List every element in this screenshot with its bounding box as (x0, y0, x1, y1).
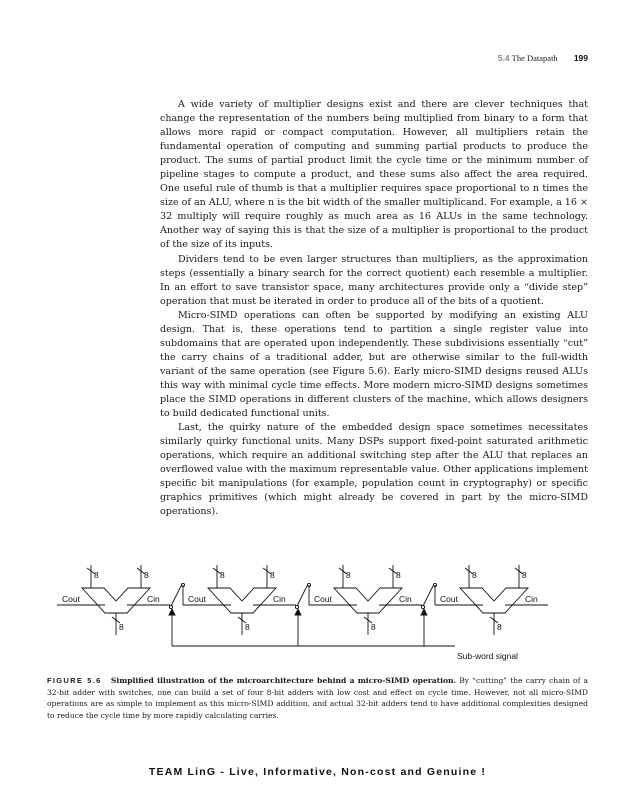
running-header (498, 53, 588, 63)
adder-1-body (82, 588, 150, 613)
adder-4-output-width: 8 (497, 622, 502, 632)
sub-word-signal-label: Sub-word signal (457, 651, 518, 661)
adder-4-input-b-width: 8 (522, 570, 527, 580)
section-title: The Datapath (511, 53, 558, 63)
paragraph-micro-simd: Micro-SIMD operations can often be supported by modifying an existing ALU design. That is, these operations tend to partition a single register value into subdomains that are operated upon independently. These subdivisions essentially “cut” the carry chains of a traditional adder, but are otherwise similar to the full-width variant of the same operation (see Figure 5.6). Early micro-SIMD designs reused ALUs this way with minimal cycle time effects. More modern micro-SIMD designs sometimes place the SIMD operations in different clusters of the machine, which allows designers to build dedicated functional units. (160, 309, 588, 420)
figure-micro-simd-adder (55, 555, 595, 667)
adder-4-cin-label: Cin (525, 594, 538, 604)
section-number: 5.4 (497, 53, 510, 63)
carry-switch-1-blade (171, 586, 181, 606)
carry-switch-3-blade (423, 586, 433, 606)
adder-2-body (208, 588, 276, 613)
adder-1-output-width: 8 (119, 622, 124, 632)
paragraph-multipliers: A wide variety of multiplier designs exist and there are clever techniques that change the representation of the numbers being multiplied from binary to a form that allows more rapid or compact computation. However, all multipliers retain the fundamental operation of computing and summing partial products to produce the product. The sums of partial product limit the cycle time or the minimum number of pipeline stages to compute a product, and these sums also affect the area required. One useful rule of thumb is that a multiplier requires space proportional to n times the size of an ALU, where n is the bit width of the smaller multiplicand. For example, a 16 × 32 multiply will require roughly as much area as 16 ALUs in the same technology. Another way of saying this is that the size of a multiplier is proportional to the product of the size of its inputs. (160, 99, 588, 251)
adder-4-input-a-width: 8 (472, 570, 477, 580)
adder-3-body (334, 588, 402, 613)
adder-2-input-a-width: 8 (220, 570, 225, 580)
adder-3-cin-label: Cin (399, 594, 412, 604)
adder-3-output-width: 8 (371, 622, 376, 632)
carry-switch-1-arrow (169, 609, 175, 615)
carry-switch-2-blade (297, 586, 307, 606)
adder-4-cout-label: Cout (440, 594, 458, 604)
paragraph-dividers: Dividers tend to be even larger structures than multipliers, as the approximation steps (essentially a binary search for the correct quotient) each resemble a multiplier. In an effort to save transistor space, many architectures provide only a “divide step” operation that must be iterated in order to produce all of the bits of a quotient. (160, 253, 588, 307)
adder-3-input-a-width: 8 (346, 570, 351, 580)
adder-1-input-b-width: 8 (144, 570, 149, 580)
adder-3-cout-label: Cout (314, 594, 332, 604)
figure-label: FIGURE 5.6 (47, 676, 102, 685)
paragraph-quirky-units: Last, the quirky nature of the embedded design space sometimes necessitates similarly quirky functional units. Many DSPs support fixed-point saturated arithmetic operations, which require an additional switching step after the ALU that replaces an overflowed value with the maximum representable value. Other applications implement specific bit manipulations (for example, population count in cryptography) or specific graphics primitives (which might already be covered in part by the micro-SIMD operations). (160, 422, 588, 518)
adder-4-body (460, 588, 528, 613)
adder-2-cout-label: Cout (188, 594, 206, 604)
adder-diagram (55, 555, 595, 667)
carry-switch-2-arrow (295, 609, 301, 615)
body-text (160, 98, 588, 519)
footer-watermark: TEAM LinG - Live, Informative, Non-cost and Genuine ! (148, 766, 487, 778)
adder-3-input-b-width: 8 (396, 570, 401, 580)
figure-caption-text: By “cutting” the carry chain of a 32-bit adder with switches, one can build a set of four 8-bit adders with low cost and effect on cycle time. However, not all micro-SIMD operations are as simple to implement as this micro-SIMD addition, and actual 32-bit adders tend to have additional complexities designed to reduce the cycle time by more rapidly calculating carries. (47, 676, 588, 720)
adder-2-input-b-width: 8 (270, 570, 275, 580)
adder-1-cout-label: Cout (62, 594, 80, 604)
adder-1-input-a-width: 8 (94, 570, 99, 580)
adder-2-output-width: 8 (245, 622, 250, 632)
adder-1-cin-label: Cin (147, 594, 160, 604)
figure-caption (47, 675, 588, 721)
figure-title: Simplified illustration of the microarchitecture behind a micro-SIMD operation. (110, 676, 457, 685)
page-number: 199 (573, 53, 588, 63)
carry-switch-3-arrow (421, 609, 427, 615)
adder-2-cin-label: Cin (273, 594, 286, 604)
